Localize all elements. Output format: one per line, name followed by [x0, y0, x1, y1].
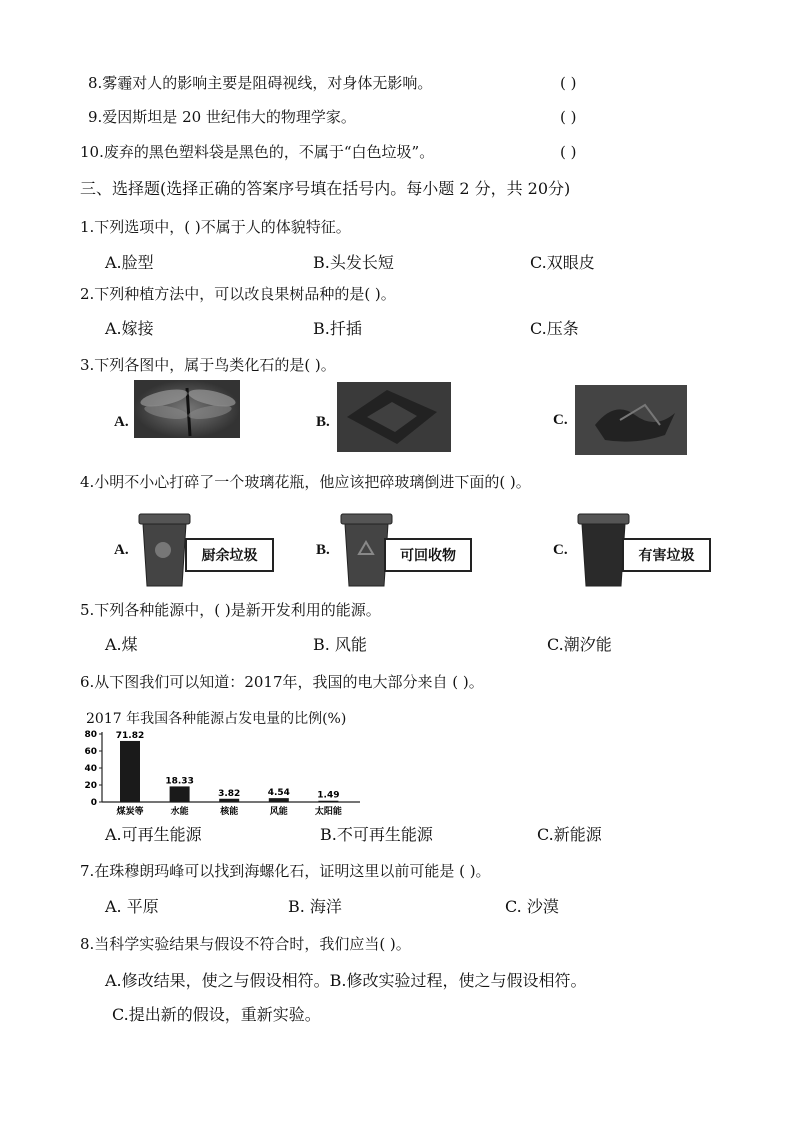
question-4-label-a[interactable]: A. — [114, 542, 129, 558]
chart-title: 2017 年我国各种能源占发电量的比例(%) — [86, 711, 347, 727]
question-7-option-b[interactable]: B. 海洋 — [288, 897, 342, 916]
chart-data-label: 71.82 — [115, 730, 145, 741]
chart-category-label: 太阳能 — [314, 807, 342, 817]
question-6-option-c[interactable]: C.新能源 — [537, 825, 602, 844]
question-5-option-c[interactable]: C.潮汐能 — [547, 635, 612, 654]
chart-bar — [170, 786, 190, 802]
question-1-option-c[interactable]: C.双眼皮 — [530, 253, 595, 272]
chart-y-tick-label: 0 — [90, 798, 97, 808]
question-1-option-a[interactable]: A.脸型 — [105, 253, 154, 272]
bin-label-recyclable: 可回收物 — [384, 538, 472, 572]
question-3-label-b[interactable]: B. — [316, 414, 330, 430]
question-4-label-b[interactable]: B. — [316, 542, 330, 558]
chart-data-label: 1.49 — [317, 790, 340, 801]
chart-data-label: 18.33 — [165, 776, 194, 787]
question-2-option-c[interactable]: C.压条 — [530, 319, 579, 338]
bin-label-kitchen: 厨余垃圾 — [185, 538, 274, 572]
question-5-option-a[interactable]: A.煤 — [105, 635, 138, 654]
question-8-option-c[interactable]: C.提出新的假设，重新实验。 — [112, 1005, 321, 1024]
judge-answer-paren-9[interactable]: ( ) — [560, 108, 577, 126]
question-5-stem: 5.下列各种能源中，( )是新开发利用的能源。 — [80, 601, 381, 619]
question-1-stem: 1.下列选项中，( )不属于人的体貌特征。 — [80, 218, 351, 236]
chart-category-label: 水能 — [170, 807, 189, 817]
question-8-stem: 8.当科学实验结果与假设不符合时，我们应当( )。 — [80, 935, 411, 953]
chart-data-label: 4.54 — [267, 788, 290, 799]
dragonfly-fossil-image[interactable] — [134, 380, 240, 438]
chart-category-label: 核能 — [220, 807, 239, 817]
judge-question-9: 9.爱因斯坦是 20 世纪伟大的物理学家。 — [88, 108, 356, 126]
kitchen-waste-bin-icon[interactable] — [137, 512, 192, 587]
chart-y-tick-label: 40 — [84, 764, 97, 774]
question-2-option-b[interactable]: B.扦插 — [313, 319, 362, 338]
question-6-option-b[interactable]: B.不可再生能源 — [320, 825, 433, 844]
chart-bar — [318, 801, 338, 802]
chart-y-tick-label: 20 — [84, 781, 97, 791]
question-2-option-a[interactable]: A.嫁接 — [105, 319, 154, 338]
chart-category-label: 风能 — [269, 807, 288, 817]
question-7-option-a[interactable]: A. 平原 — [105, 897, 159, 916]
chart-y-tick-label: 80 — [84, 730, 97, 740]
fish-fossil-image[interactable] — [337, 382, 451, 452]
chart-bar — [219, 799, 239, 802]
question-2-stem: 2.下列种植方法中，可以改良果树品种的是( )。 — [80, 285, 396, 303]
bin-label-hazardous: 有害垃圾 — [622, 538, 711, 572]
question-8-options-ab[interactable]: A.修改结果，使之与假设相符。B.修改实验过程，使之与假设相符。 — [105, 971, 587, 990]
chart-bar — [120, 741, 140, 802]
bird-fossil-image[interactable] — [575, 385, 687, 455]
question-6-stem: 6.从下图我们可以知道：2017年，我国的电大部分来自 ( )。 — [80, 673, 484, 691]
chart-data-label: 3.82 — [218, 788, 241, 799]
section-title: 三、选择题(选择正确的答案序号填在括号内。每小题 2 分，共 20分) — [80, 179, 571, 198]
question-3-label-c[interactable]: C. — [553, 412, 568, 428]
energy-bar-chart — [80, 726, 365, 818]
question-5-option-b[interactable]: B. 风能 — [313, 635, 367, 654]
question-4-stem: 4.小明不小心打碎了一个玻璃花瓶，他应该把碎玻璃倒进下面的( )。 — [80, 473, 531, 491]
question-7-stem: 7.在珠穆朗玛峰可以找到海螺化石，证明这里以前可能是 ( )。 — [80, 862, 491, 880]
judge-question-8: 8.雾霾对人的影响主要是阻碍视线，对身体无影响。 — [88, 74, 433, 92]
question-4-label-c[interactable]: C. — [553, 542, 568, 558]
chart-bar — [269, 798, 289, 802]
judge-answer-paren-10[interactable]: ( ) — [560, 143, 577, 161]
question-1-option-b[interactable]: B.头发长短 — [313, 253, 394, 272]
question-6-option-a[interactable]: A.可再生能源 — [105, 825, 202, 844]
chart-category-label: 煤炭等 — [116, 807, 144, 817]
judge-question-10: 10.废弃的黑色塑料袋是黑色的，不属于“白色垃圾”。 — [80, 143, 435, 161]
question-7-option-c[interactable]: C. 沙漠 — [505, 897, 559, 916]
judge-answer-paren-8[interactable]: ( ) — [560, 74, 577, 92]
chart-y-tick-label: 60 — [84, 747, 97, 757]
question-3-stem: 3.下列各图中，属于鸟类化石的是( )。 — [80, 356, 336, 374]
question-3-label-a[interactable]: A. — [114, 414, 129, 430]
